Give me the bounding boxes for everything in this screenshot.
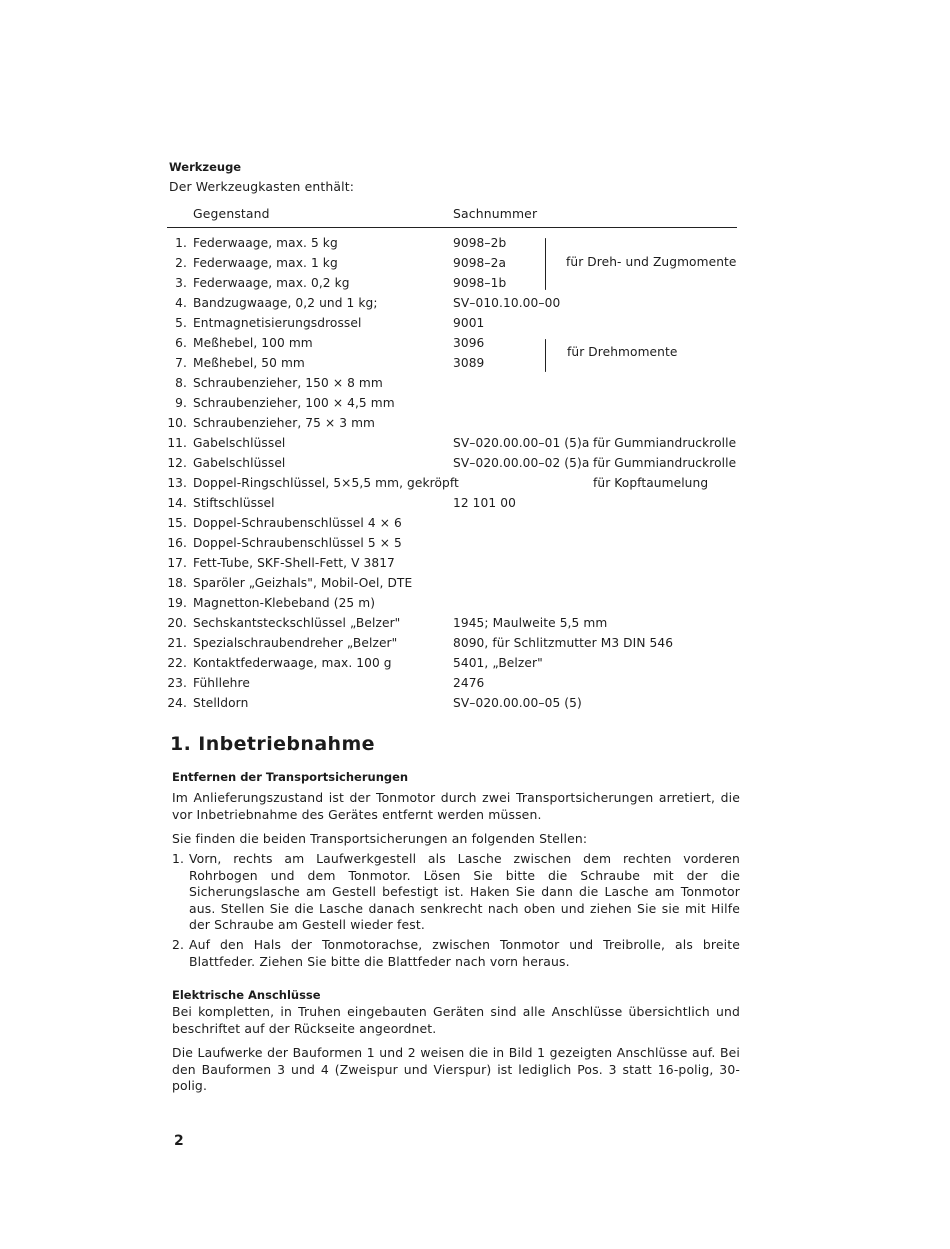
- subheading-transport-locks: Entfernen der Transportsicherungen: [172, 770, 409, 784]
- item-name: Spezialschraubendreher „Belzer": [193, 636, 398, 650]
- tools-heading: Werkzeuge: [169, 160, 242, 174]
- table-row: [0, 356, 950, 376]
- item-name: Magnetton-Klebeband (25 m): [193, 596, 376, 610]
- item-number: 13.: [167, 476, 187, 490]
- table-row: [0, 256, 950, 276]
- item-name: Gabelschlüssel: [193, 456, 286, 470]
- item-part-number: SV–010.10.00–00: [453, 296, 561, 310]
- item-number: 14.: [167, 496, 187, 510]
- table-row: [0, 536, 950, 556]
- item-name: Federwaage, max. 1 kg: [193, 256, 338, 270]
- item-part-number: SV–020.00.00–05 (5): [453, 696, 582, 710]
- item-number: 8.: [175, 376, 187, 390]
- list-item: [172, 937, 740, 970]
- item-part-number: 5401, „Belzer": [453, 656, 543, 670]
- item-part-number: 12 101 00: [453, 496, 516, 510]
- page-number: 2: [174, 1133, 184, 1149]
- item-name: Sparöler „Geizhals", Mobil-Oel, DTE: [193, 576, 413, 590]
- item-name: Bandzugwaage, 0,2 und 1 kg;: [193, 296, 378, 310]
- item-number: 1.: [175, 236, 187, 250]
- item-number: 9.: [175, 396, 187, 410]
- item-name: Fühllehre: [193, 676, 250, 690]
- table-row: [0, 236, 950, 256]
- table-row: [0, 276, 950, 296]
- table-row: [0, 676, 950, 696]
- table-row: [0, 636, 950, 656]
- table-row: [0, 436, 950, 456]
- item-name: Doppel-Ringschlüssel, 5×5,5 mm, gekröpft: [193, 476, 459, 490]
- table-row: [0, 336, 950, 356]
- item-number: 17.: [167, 556, 187, 570]
- item-number: 15.: [167, 516, 187, 530]
- column-header-part-number: Sachnummer: [453, 206, 538, 221]
- item-name: Stiftschlüssel: [193, 496, 275, 510]
- item-name: Meßhebel, 100 mm: [193, 336, 313, 350]
- table-row: [0, 456, 950, 476]
- group-note-torque: für Drehmomente: [567, 345, 678, 359]
- item-name: Fett-Tube, SKF-Shell-Fett, V 3817: [193, 556, 395, 570]
- item-part-number: 8090, für Schlitzmutter M3 DIN 546: [453, 636, 674, 650]
- section-heading: 1. Inbetriebnahme: [170, 733, 375, 755]
- table-row: [0, 616, 950, 636]
- item-name: Schraubenzieher, 100 × 4,5 mm: [193, 396, 395, 410]
- item-part-number: 9098–2a: [453, 256, 507, 270]
- brace-group-2: [545, 339, 546, 372]
- item-number: 21.: [167, 636, 187, 650]
- list-item: [172, 851, 740, 934]
- item-name: Federwaage, max. 5 kg: [193, 236, 338, 250]
- item-number: 22.: [167, 656, 187, 670]
- paragraph-drive-types: Die Laufwerke der Bauformen 1 und 2 weisen die in Bild 1 gezeigten Anschlüsse auf. Bei den Bauformen 3 und 4 (Zweispur und Vierspur) ist lediglich Pos. 3 statt 16-polig, 30-polig.: [172, 1045, 740, 1093]
- item-name: Schraubenzieher, 150 × 8 mm: [193, 376, 383, 390]
- subheading-electrical-connections: Elektrische Anschlüsse: [172, 988, 321, 1002]
- paragraph-transport-intro: Im Anlieferungszustand ist der Tonmotor durch zwei Transportsicherungen arretiert, die vor Inbetriebnahme des Gerätes entfernt werden müssen.: [172, 790, 740, 822]
- item-name: Doppel-Schraubenschlüssel 5 × 5: [193, 536, 402, 550]
- item-part-number: SV–020.00.00–02 (5)a: [453, 456, 590, 470]
- table-row: [0, 416, 950, 436]
- table-row: [0, 556, 950, 576]
- paragraph-locations: Sie finden die beiden Transportsicherungen an folgenden Stellen:: [172, 831, 588, 846]
- item-part-number: 1945; Maulweite 5,5 mm: [453, 616, 608, 630]
- item-number: 19.: [167, 596, 187, 610]
- item-number: 5.: [175, 316, 187, 330]
- table-row: [0, 376, 950, 396]
- brace-group-1: [545, 238, 546, 290]
- tools-intro: Der Werkzeugkasten enthält:: [169, 179, 355, 194]
- table-row: [0, 396, 950, 416]
- item-name: Gabelschlüssel: [193, 436, 286, 450]
- item-number: 2.: [175, 256, 187, 270]
- item-number: 16.: [167, 536, 187, 550]
- item-number: 10.: [167, 416, 187, 430]
- item-number: 7.: [175, 356, 187, 370]
- item-note: für Gummiandruckrolle: [593, 456, 737, 470]
- item-name: Doppel-Schraubenschlüssel 4 × 6: [193, 516, 402, 530]
- column-header-item: Gegenstand: [193, 206, 270, 221]
- item-note: für Gummiandruckrolle: [593, 436, 737, 450]
- item-number: 4.: [175, 296, 187, 310]
- table-row: [0, 656, 950, 676]
- item-number: 12.: [167, 456, 187, 470]
- list-item-text: Vorn, rechts am Laufwerkgestell als Lasche zwischen dem rechten vorderen Rohrbogen und dem Tonmotor. Lösen Sie bitte die Schraube mit der die Sicherungslasche am Gestell befestigt ist. Haken Sie dann die Lasche am Tonmotor aus. Stellen Sie die Lasche danach senkrecht nach oben und ziehen Sie sie mit Hilfe der Schraube am Gestell wieder fest.: [189, 851, 740, 932]
- item-part-number: SV–020.00.00–01 (5)a: [453, 436, 590, 450]
- table-row: [0, 696, 950, 716]
- item-number: 23.: [167, 676, 187, 690]
- item-part-number: 3089: [453, 356, 485, 370]
- table-row: [0, 496, 950, 516]
- table-header-rule: [167, 227, 737, 228]
- group-note-torque-tension: für Dreh- und Zugmomente: [566, 255, 737, 269]
- list-item-number: 2.: [172, 937, 185, 952]
- table-row: [0, 516, 950, 536]
- table-row: [0, 296, 950, 316]
- item-name: Entmagnetisierungsdrossel: [193, 316, 362, 330]
- list-item-text: Auf den Hals der Tonmotorachse, zwischen Tonmotor und Treibrolle, als breite Blattfeder. Ziehen Sie bitte die Blattfeder nach vorn heraus.: [189, 937, 740, 969]
- item-name: Sechskantsteckschlüssel „Belzer": [193, 616, 401, 630]
- item-number: 18.: [167, 576, 187, 590]
- item-name: Stelldorn: [193, 696, 249, 710]
- item-note: für Kopftaumelung: [593, 476, 709, 490]
- item-name: Schraubenzieher, 75 × 3 mm: [193, 416, 376, 430]
- item-name: Kontaktfederwaage, max. 100 g: [193, 656, 392, 670]
- item-part-number: 9098–1b: [453, 276, 507, 290]
- item-part-number: 9098–2b: [453, 236, 507, 250]
- table-row: [0, 316, 950, 336]
- table-row: [0, 596, 950, 616]
- item-number: 3.: [175, 276, 187, 290]
- paragraph-connections: Bei kompletten, in Truhen eingebauten Geräten sind alle Anschlüsse übersichtlich und beschriftet auf der Rückseite angeordnet.: [172, 1004, 740, 1036]
- item-number: 24.: [167, 696, 187, 710]
- item-name: Meßhebel, 50 mm: [193, 356, 305, 370]
- item-number: 6.: [175, 336, 187, 350]
- list-item-number: 1.: [172, 851, 185, 866]
- table-row: [0, 576, 950, 596]
- item-name: Federwaage, max. 0,2 kg: [193, 276, 350, 290]
- item-number: 11.: [167, 436, 187, 450]
- item-part-number: 3096: [453, 336, 485, 350]
- item-number: 20.: [167, 616, 187, 630]
- table-row: [0, 476, 950, 496]
- item-part-number: 9001: [453, 316, 485, 330]
- item-part-number: 2476: [453, 676, 485, 690]
